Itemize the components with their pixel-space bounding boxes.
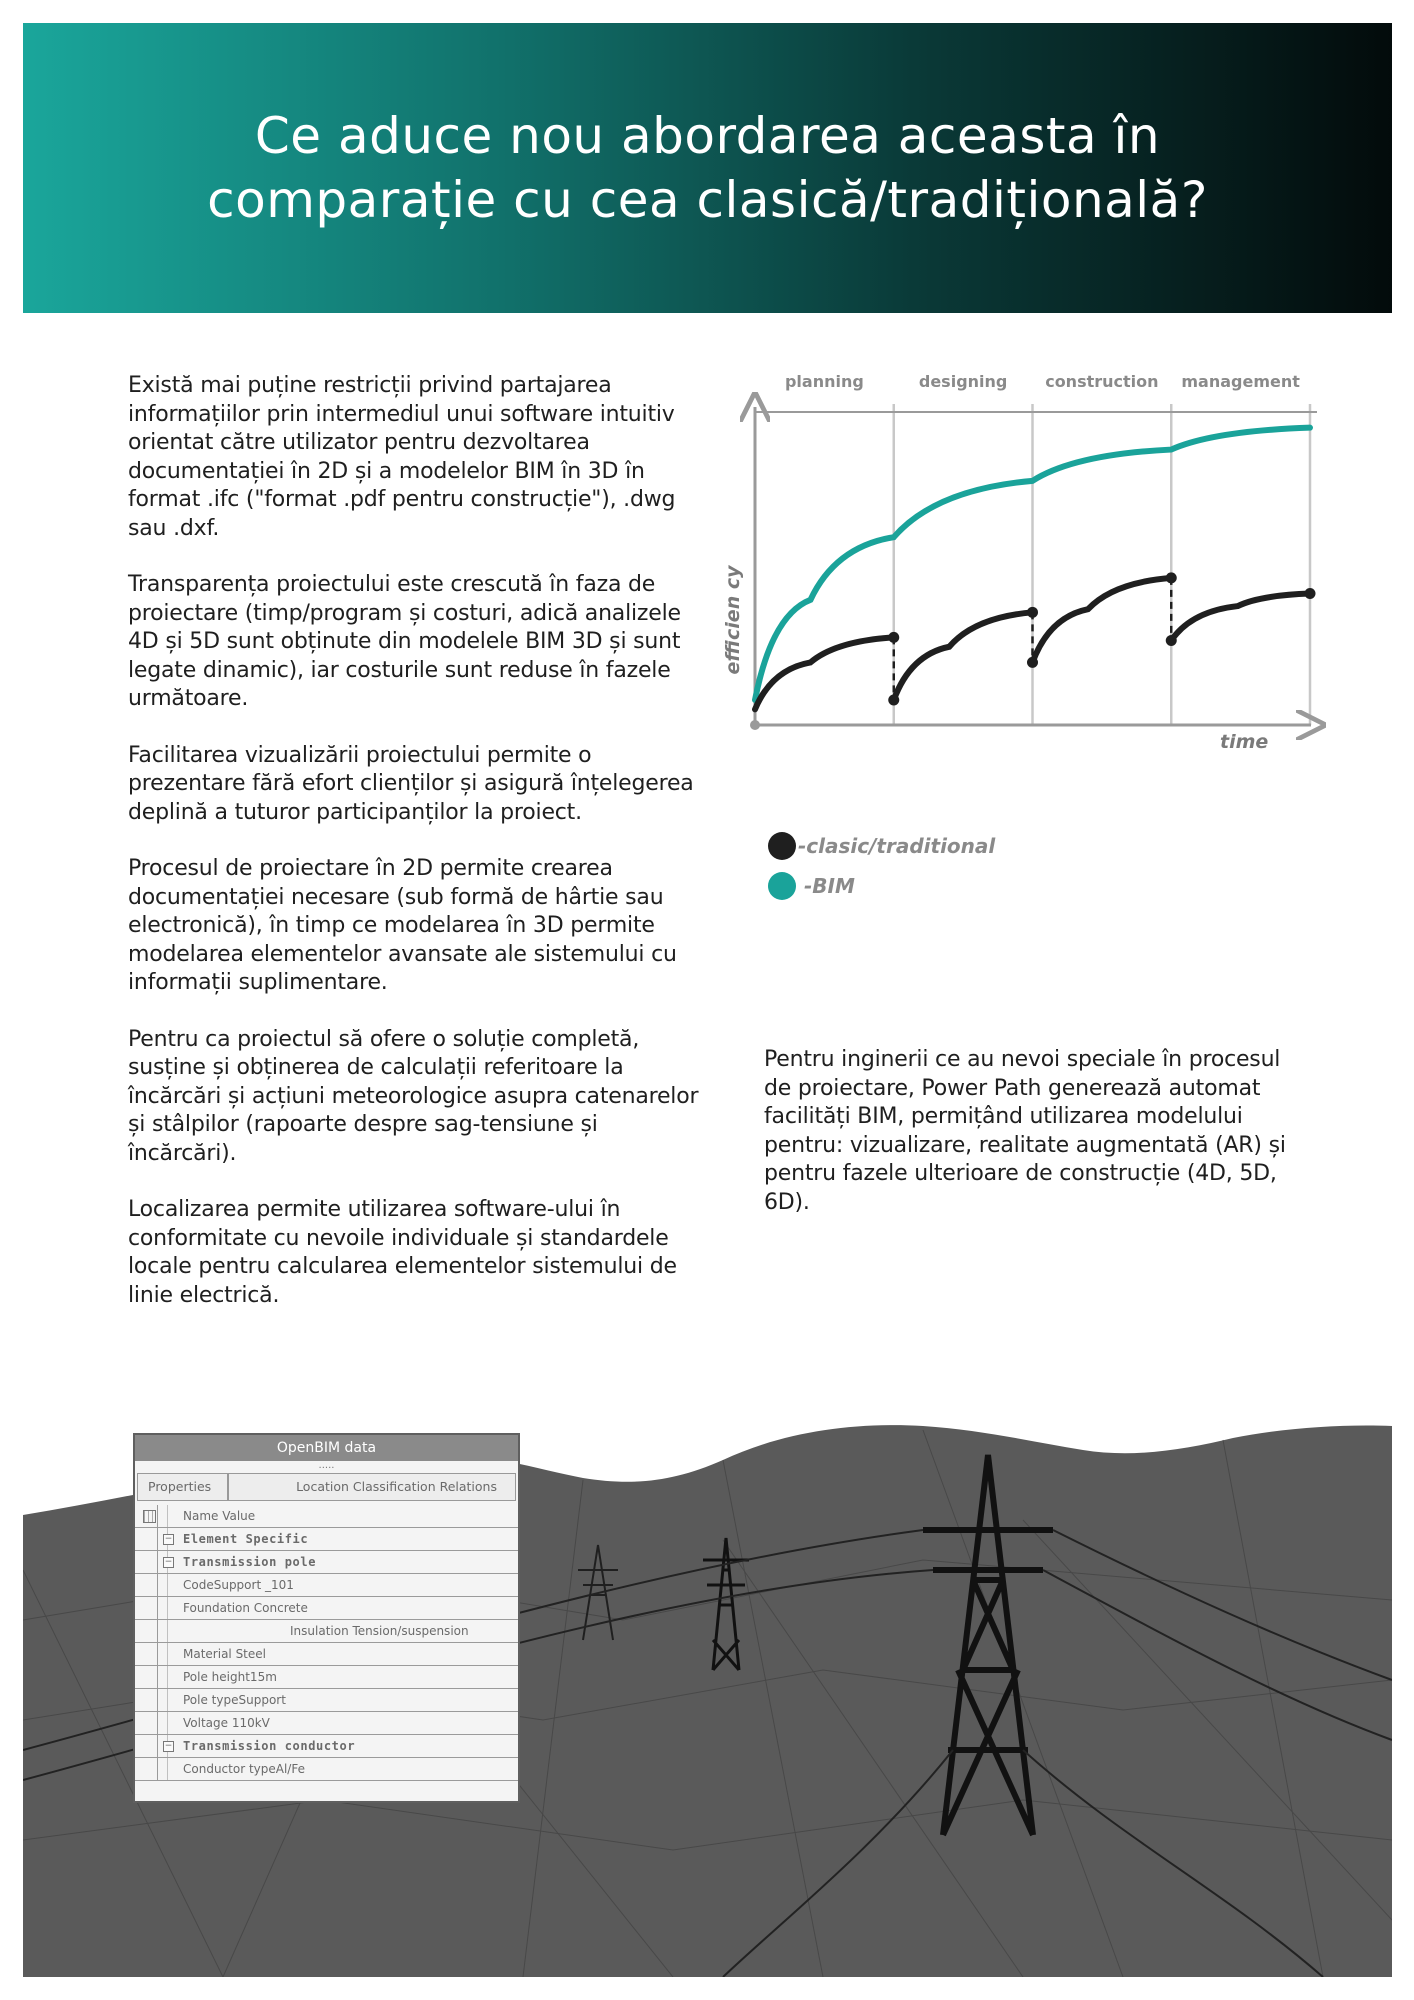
series-line-classic-1 [894, 612, 1033, 700]
tab-properties[interactable]: Properties [137, 1473, 228, 1501]
property-row-text: Conductor typeAl/Fe [183, 1762, 305, 1776]
property-row-text: Material Steel [183, 1647, 266, 1661]
series-line-classic-2 [1033, 578, 1172, 663]
property-row-text: Element Specific [183, 1532, 309, 1546]
property-row[interactable] [135, 1597, 518, 1620]
grid-icon [143, 1510, 156, 1523]
chart-legend [768, 826, 995, 906]
property-row-text: Name Value [183, 1509, 256, 1523]
series-line-classic-3 [1171, 594, 1310, 641]
classic-point [1027, 657, 1038, 668]
left-text-column [128, 372, 708, 1338]
property-row[interactable] [135, 1574, 518, 1597]
phase-label-planning: planning [784, 372, 864, 391]
openbim-panel-title: OpenBIM data [135, 1435, 518, 1461]
openbim-data-panel [133, 1433, 520, 1803]
property-row-text: Pole height15m [183, 1670, 277, 1684]
axis-origin [750, 720, 760, 730]
efficiency-chart-svg [715, 365, 1335, 765]
property-row[interactable] [135, 1689, 518, 1712]
paragraph-calculations: Pentru ca proiectul să ofere o soluție completă, susține și obținerea de calculații referitoare la încărcări și acțiuni meteorologice asupra catenarelor și stâlpilor (rapoarte despre sag-tensiune și încărcări). [128, 1026, 699, 1166]
x-axis-label: time [1220, 731, 1269, 753]
openbim-tabs [137, 1473, 516, 1501]
classic-point [1305, 588, 1316, 599]
paragraph-2d-3d: Procesul de proiectare în 2D permite crearea documentației necesare (sub formă de hârtie sau electronică), în timp ce modelarea în 3D permite modelarea elementelor avansate ale sistemului cu informații suplimentare. [128, 856, 677, 995]
panel-drag-handle[interactable]: ..... [318, 1460, 335, 1471]
right-text-column [764, 1046, 1294, 1245]
legend-label-bim: -BIM [804, 874, 855, 898]
property-row[interactable] [135, 1666, 518, 1689]
property-row[interactable] [135, 1735, 518, 1758]
legend-dot-classic [768, 832, 796, 860]
tab-location-classification-relations[interactable]: Location Classification Relations [228, 1473, 516, 1501]
property-row-text: Insulation Tension/suspension [290, 1624, 469, 1638]
paragraph-power-path: Pentru inginerii ce au nevoi speciale în procesul de proiectare, Power Path generează automat facilități BIM, permițând utilizarea modelului pentru: vizualizare, realitate augmentată (AR) și pentru fazele ulterioare de construcție (4D, 5D, 6D). [764, 1047, 1286, 1215]
legend-item-classic [768, 826, 995, 866]
header-banner [23, 23, 1392, 313]
phase-label-management: management [1181, 372, 1300, 391]
series-line-classic-0 [755, 637, 894, 709]
legend-dot-bim [768, 872, 796, 900]
property-row-text: CodeSupport _101 [183, 1578, 294, 1592]
property-row[interactable] [135, 1620, 518, 1643]
page-title: Ce aduce nou abordarea aceasta în comparație cu cea clasică/tradițională? [207, 107, 1208, 229]
paragraph-transparency: Transparența proiectului este crescută în faza de proiectare (timp/program și costuri, adică analizele 4D și 5D sunt obținute din modelele BIM 3D și sunt legate dinamic), iar costurile sunt reduse în fazele următoare. [128, 572, 681, 711]
collapse-toggle-icon[interactable]: − [164, 1741, 173, 1751]
legend-label-classic: -clasic/traditional [798, 834, 996, 858]
property-row-text: Foundation Concrete [183, 1601, 308, 1615]
y-axis-label: efficien cy [722, 565, 744, 675]
classic-point [1166, 635, 1177, 646]
collapse-toggle-icon[interactable]: − [164, 1534, 173, 1544]
property-row-text: Pole typeSupport [183, 1693, 286, 1707]
property-row[interactable] [135, 1528, 518, 1551]
property-row-text: Transmission conductor [183, 1739, 356, 1753]
property-row[interactable] [135, 1551, 518, 1574]
paragraph-sharing: Există mai puține restricții privind partajarea informațiilor prin intermediul unui software intuitiv orientat către utilizator pentru dezvoltarea documentației în 2D și a modelelor BIM în 3D în format .ifc ("format .pdf pentru construcție"), .dwg sau .dxf. [128, 373, 676, 541]
property-row-text: Transmission pole [183, 1555, 317, 1569]
properties-table [135, 1505, 518, 1781]
phase-label-construction: construction [1045, 372, 1159, 391]
collapse-toggle-icon[interactable]: − [164, 1557, 173, 1567]
property-row[interactable] [135, 1643, 518, 1666]
property-row-text: Voltage 110kV [183, 1716, 270, 1730]
property-row[interactable] [135, 1758, 518, 1781]
classic-point [888, 694, 899, 705]
property-row[interactable] [135, 1712, 518, 1735]
efficiency-chart [715, 365, 1335, 765]
phase-label-designing: designing [918, 372, 1008, 391]
property-row[interactable] [135, 1505, 518, 1528]
legend-item-bim [768, 866, 995, 906]
paragraph-visualization: Facilitarea vizualizării proiectului permite o prezentare fără efort clienților și asigură înțelegerea deplină a tuturor participanților la proiect. [128, 742, 694, 825]
paragraph-localization: Localizarea permite utilizarea software-ului în conformitate cu nevoile individuale și standardele locale pentru calcularea elementelor sistemului de linie electrică. [128, 1197, 677, 1308]
